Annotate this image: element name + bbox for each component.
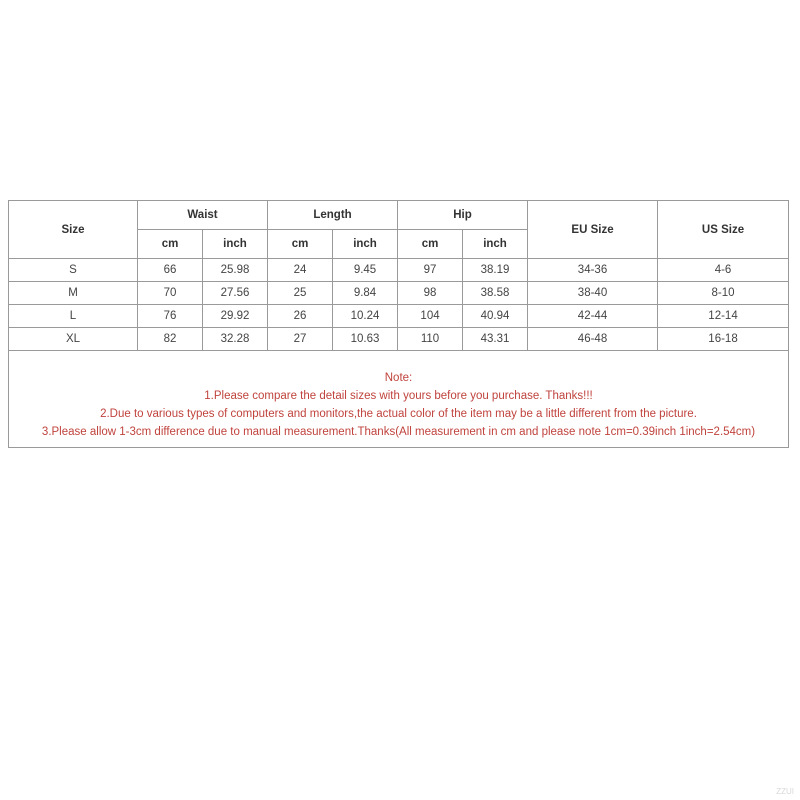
size-chart-table <box>8 200 789 448</box>
cell-hip-inch: 43.31 <box>463 328 528 351</box>
note-line-3: 3.Please allow 1-3cm difference due to manual measurement.Thanks(All measurement in cm and please note 1cm=0.39inch 1inch=2.54cm) <box>41 426 756 438</box>
cell-eu-size: 38-40 <box>528 282 658 305</box>
notes-cell <box>9 351 789 448</box>
header-waist-inch: inch <box>203 230 268 259</box>
cell-us-size: 4-6 <box>658 259 789 282</box>
note-line-1: 1.Please compare the detail sizes with yours before you purchase. Thanks!!! <box>204 390 593 402</box>
header-length-inch: inch <box>333 230 398 259</box>
cell-waist-cm: 82 <box>138 328 203 351</box>
cell-length-inch: 9.84 <box>333 282 398 305</box>
cell-length-cm: 25 <box>268 282 333 305</box>
cell-hip-inch: 38.58 <box>463 282 528 305</box>
table-row <box>9 282 789 305</box>
header-row-primary <box>9 201 789 230</box>
cell-eu-size: 34-36 <box>528 259 658 282</box>
cell-hip-cm: 110 <box>398 328 463 351</box>
cell-eu-size: 42-44 <box>528 305 658 328</box>
cell-length-cm: 24 <box>268 259 333 282</box>
cell-waist-cm: 66 <box>138 259 203 282</box>
table-row <box>9 305 789 328</box>
header-hip-inch: inch <box>463 230 528 259</box>
header-length: Length <box>268 201 398 230</box>
notes-row <box>9 351 789 448</box>
cell-size: L <box>9 305 138 328</box>
header-eu-size: EU Size <box>528 201 658 259</box>
cell-hip-cm: 98 <box>398 282 463 305</box>
cell-hip-inch: 38.19 <box>463 259 528 282</box>
table-row <box>9 328 789 351</box>
cell-waist-inch: 29.92 <box>203 305 268 328</box>
cell-length-inch: 9.45 <box>333 259 398 282</box>
cell-waist-inch: 32.28 <box>203 328 268 351</box>
cell-length-cm: 27 <box>268 328 333 351</box>
header-size: Size <box>9 201 138 259</box>
header-waist: Waist <box>138 201 268 230</box>
note-line-2: 2.Due to various types of computers and monitors,the actual color of the item may be a little different from the picture. <box>100 408 697 420</box>
cell-waist-inch: 27.56 <box>203 282 268 305</box>
cell-hip-cm: 97 <box>398 259 463 282</box>
cell-hip-cm: 104 <box>398 305 463 328</box>
cell-waist-cm: 76 <box>138 305 203 328</box>
cell-us-size: 16-18 <box>658 328 789 351</box>
header-hip-cm: cm <box>398 230 463 259</box>
cell-waist-cm: 70 <box>138 282 203 305</box>
cell-hip-inch: 40.94 <box>463 305 528 328</box>
cell-size: S <box>9 259 138 282</box>
cell-eu-size: 46-48 <box>528 328 658 351</box>
cell-length-inch: 10.63 <box>333 328 398 351</box>
cell-size: XL <box>9 328 138 351</box>
header-waist-cm: cm <box>138 230 203 259</box>
cell-size: M <box>9 282 138 305</box>
cell-waist-inch: 25.98 <box>203 259 268 282</box>
table-row <box>9 259 789 282</box>
cell-us-size: 12-14 <box>658 305 789 328</box>
cell-length-inch: 10.24 <box>333 305 398 328</box>
watermark: ZZUI <box>776 787 794 796</box>
cell-us-size: 8-10 <box>658 282 789 305</box>
header-hip: Hip <box>398 201 528 230</box>
cell-length-cm: 26 <box>268 305 333 328</box>
header-us-size: US Size <box>658 201 789 259</box>
header-length-cm: cm <box>268 230 333 259</box>
note-title: Note: <box>384 372 413 384</box>
